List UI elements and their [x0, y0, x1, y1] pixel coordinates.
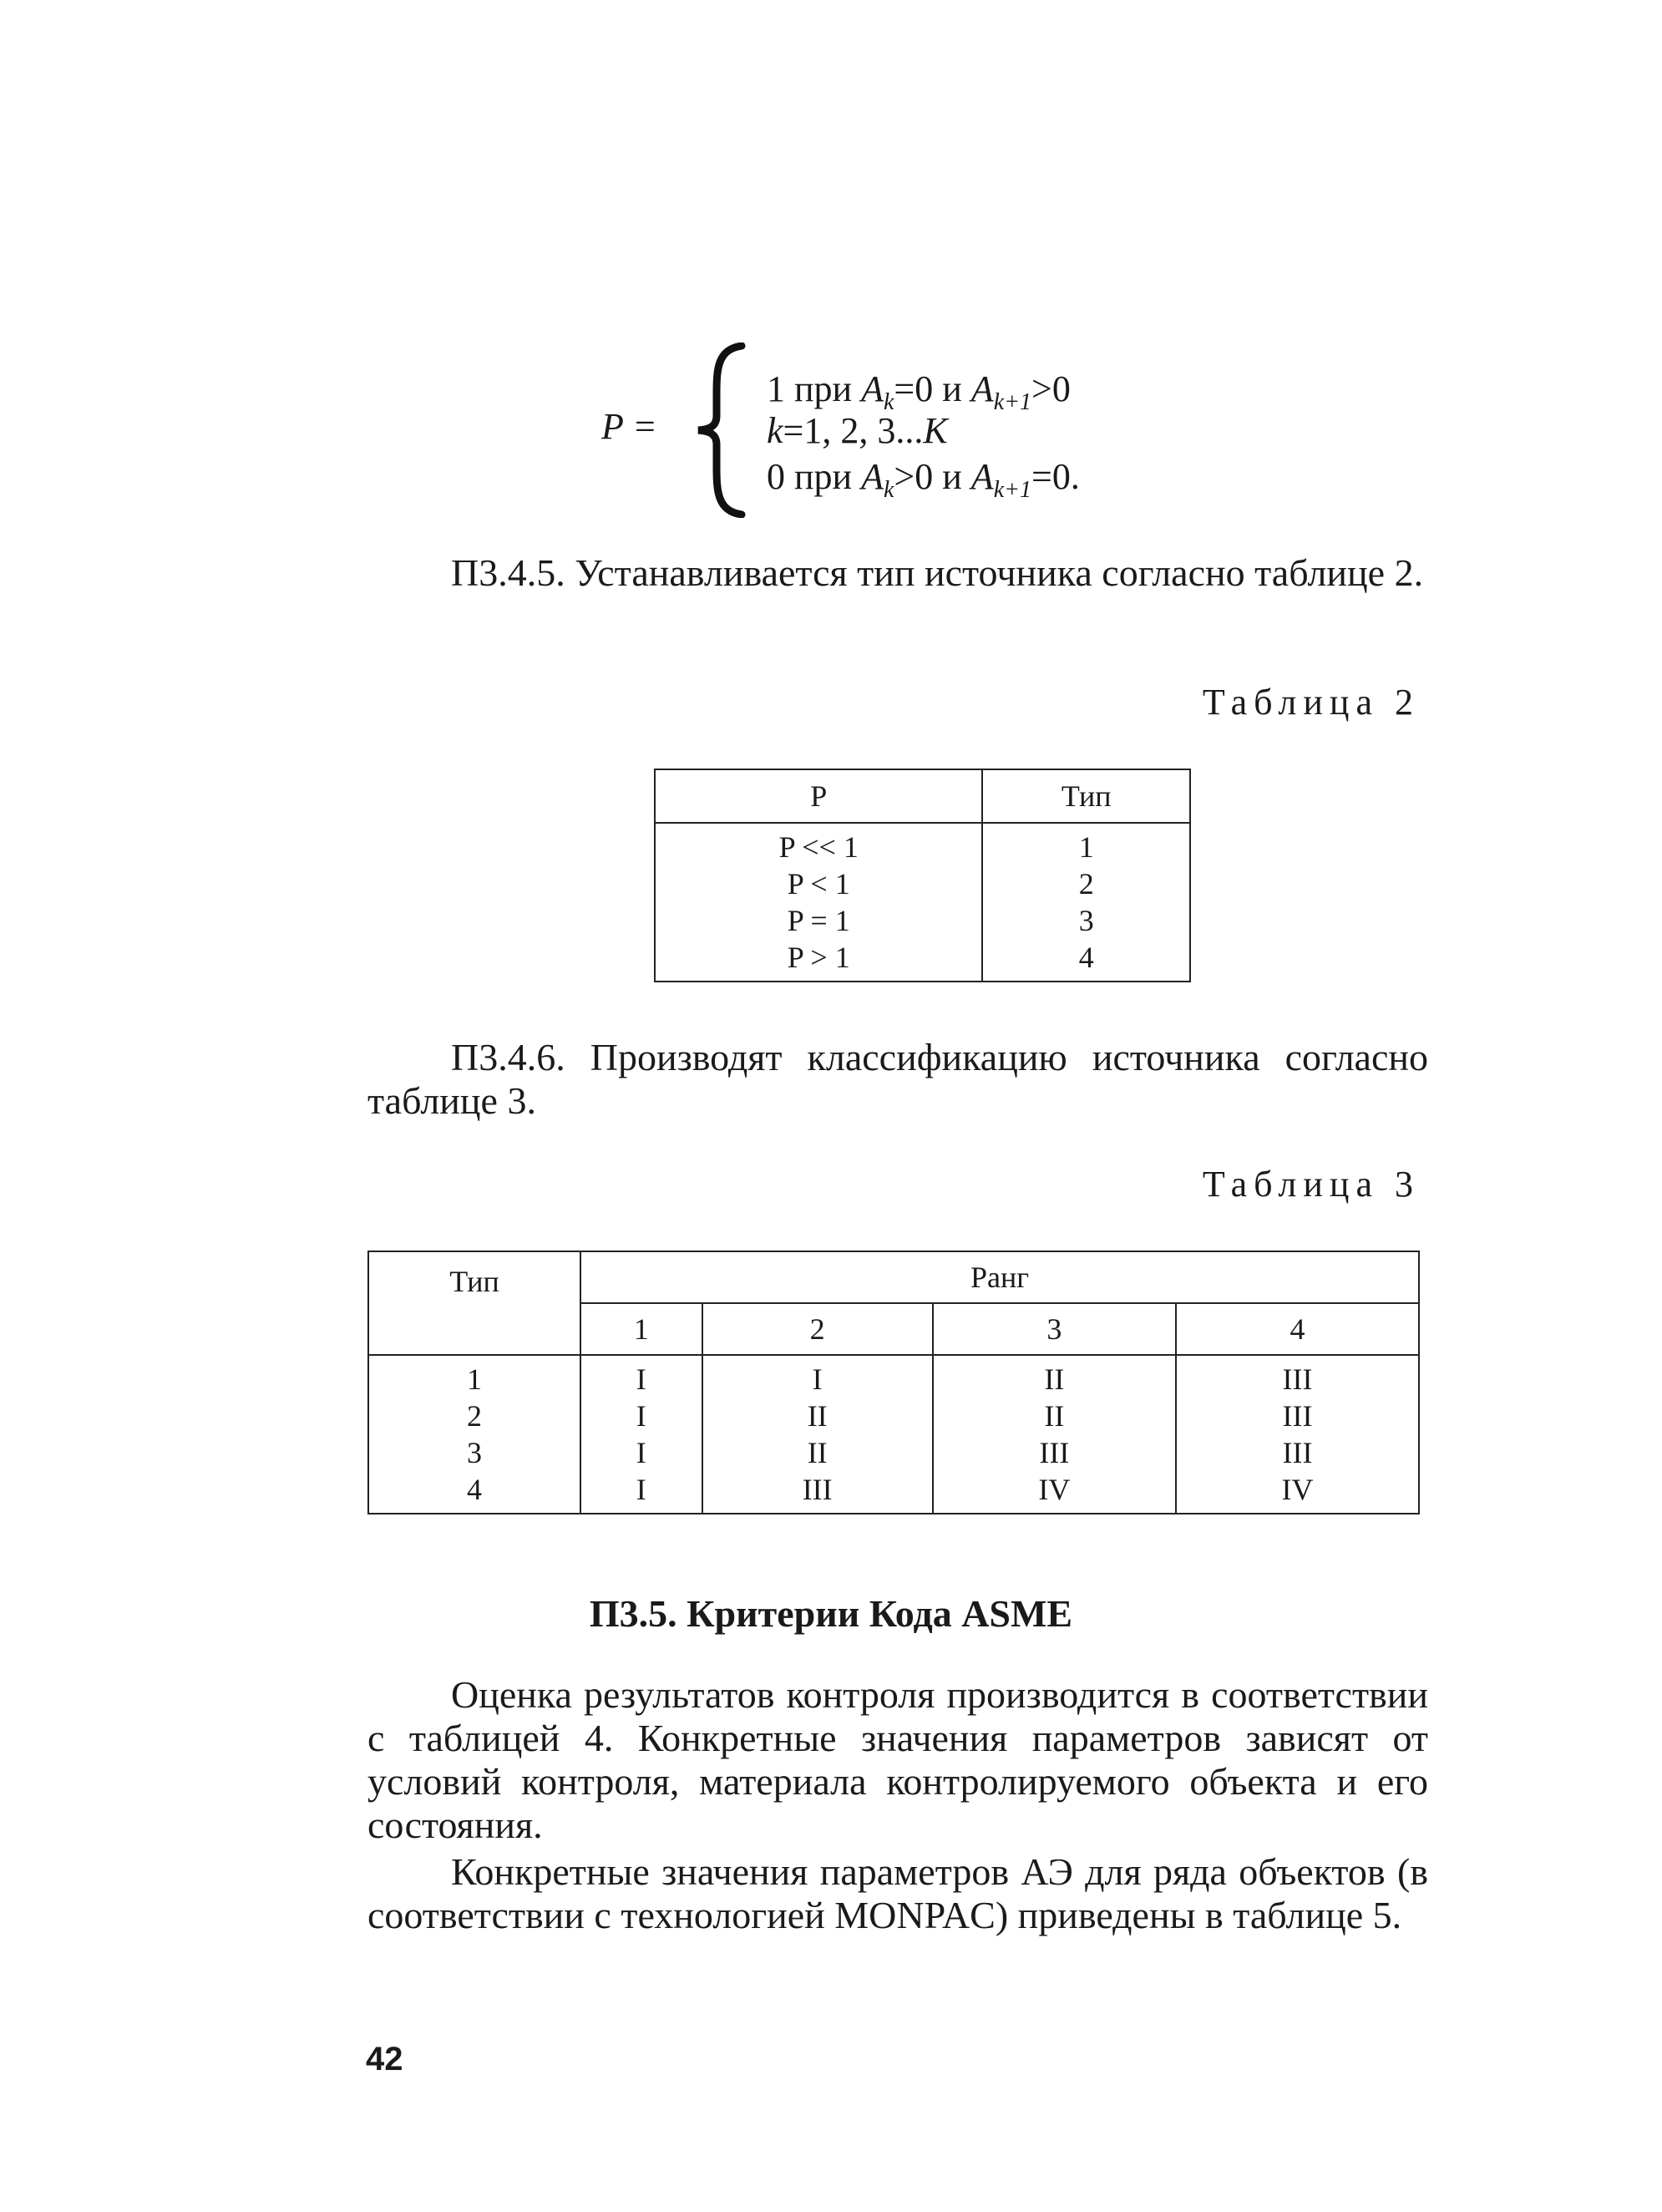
paragraph-asme-2: Конкретные значения параметров АЭ для ряда объектов (в соответствии с технологией MONPAC) приведены в таблице 5.	[367, 1850, 1428, 1936]
table-3-rank-3: 3	[933, 1303, 1176, 1355]
table-2	[654, 769, 1191, 982]
formula-lhs: P =	[601, 406, 657, 447]
table-3-col-rank-3	[933, 1355, 1176, 1514]
table-3-col-rank-2	[702, 1355, 933, 1514]
table-cell: II	[1044, 1362, 1065, 1396]
table-2-header-p: P	[655, 769, 982, 823]
table-cell: III	[1282, 1436, 1313, 1469]
table-2-col-type	[982, 823, 1190, 982]
table-3-rank-4: 4	[1176, 1303, 1419, 1355]
table-cell: 1	[1078, 830, 1094, 864]
left-brace	[693, 342, 752, 518]
paragraph-3-4-5: П3.4.5. Устанавливается тип источника согласно таблице 2.	[451, 551, 1424, 594]
table-cell: IV	[1038, 1473, 1071, 1506]
table-2-col-p	[655, 823, 982, 982]
table-cell: 3	[467, 1436, 482, 1469]
table-cell: III	[1282, 1362, 1313, 1396]
table-cell: II	[807, 1436, 828, 1469]
table-cell: I	[636, 1436, 646, 1469]
paragraph-3-4-6: П3.4.6. Производят классификацию источника согласно таблице 3.	[367, 1036, 1428, 1122]
page-number: 42	[366, 2041, 403, 2078]
table-3-rank-1: 1	[580, 1303, 702, 1355]
table-cell: III	[1282, 1399, 1313, 1433]
formula-case-2: k=1, 2, 3...K	[767, 410, 948, 451]
table-cell: 4	[1078, 941, 1094, 974]
table-cell: 1	[467, 1362, 482, 1396]
table-3-col-type	[368, 1355, 580, 1514]
table-cell: III	[802, 1473, 833, 1506]
table-cell: I	[636, 1473, 646, 1506]
table-3	[367, 1251, 1420, 1514]
table-cell: I	[636, 1362, 646, 1396]
table-3-caption: Таблица 3	[1202, 1164, 1420, 1205]
table-3-col-rank-4	[1176, 1355, 1419, 1514]
table-cell: I	[812, 1362, 823, 1396]
table-cell: P = 1	[787, 904, 850, 937]
table-3-col-rank-1	[580, 1355, 702, 1514]
table-cell: 3	[1078, 904, 1094, 937]
table-cell: P << 1	[778, 830, 859, 864]
table-3-rank-2: 2	[702, 1303, 933, 1355]
table-cell: P < 1	[787, 867, 850, 901]
table-cell: P > 1	[787, 941, 850, 974]
formula-case-3: 0 при $A_k>0$ и $A_{k+1}=0$.	[767, 456, 1080, 503]
table-cell: II	[807, 1399, 828, 1433]
paragraph-asme-1: Оценка результатов контроля производится в соответствии с таблицей 4. Конкретные значения параметров зависят от условий контроля, материала контролируемого объекта и его состояния.	[367, 1673, 1428, 1846]
section-heading: П3.5. Критерии Кода ASME	[589, 1592, 1073, 1635]
table-cell: II	[1044, 1399, 1065, 1433]
table-2-header-type: Тип	[982, 769, 1190, 823]
piecewise-formula	[0, 0, 1662, 543]
table-cell: 2	[467, 1399, 482, 1433]
table-3-header-rank: Ранг	[580, 1251, 1419, 1303]
table-cell: 4	[467, 1473, 482, 1506]
table-3-header-type: Тип	[368, 1251, 580, 1355]
table-cell: I	[636, 1399, 646, 1433]
table-cell: III	[1039, 1436, 1070, 1469]
table-cell: IV	[1281, 1473, 1314, 1506]
table-2-caption: Таблица 2	[1202, 682, 1420, 723]
table-cell: 2	[1078, 867, 1094, 901]
formula-case-1: 1 при $A_k=0$ и $A_{k+1}>0$	[767, 368, 1071, 415]
